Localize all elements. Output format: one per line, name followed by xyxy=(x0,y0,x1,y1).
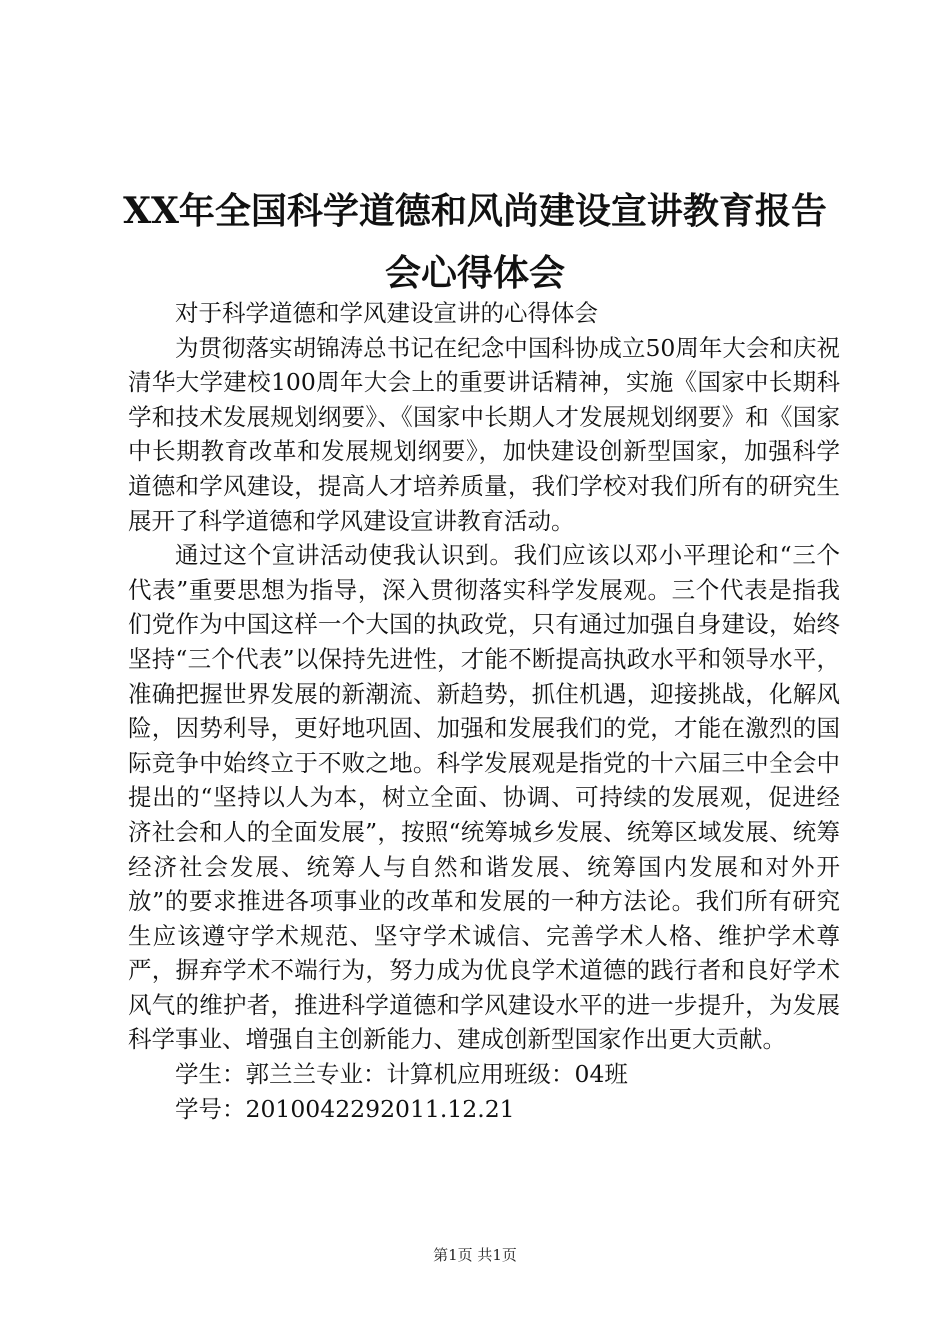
page-number-footer: 第1页 共1页 xyxy=(433,1246,517,1264)
student-info-line: 学生：郭兰兰专业：计算机应用班级：04班 xyxy=(175,1060,628,1089)
paragraph-main: 通过这个宣讲活动使我认识到。我们应该以邓小平理论和“三个代表”重要思想为指导，深入贯彻落实科学发展观。三个代表是指我们党作为中国这样一个大国的执政党，只有通过加强自身建设，始终坚持“三个代表”以保持先进性，才能不断提高执政水平和领导水平，准确把握世界发展的新潮流、新趋势，抓住机遇，迎接挑战，化解风险，因势利导，更好地巩固、加强和发展我们的党，才能在激烈的国际竞争中始终立于不败之地。科学发展观是指党的十六届三中全会中提出的“坚持以人为本，树立全面、协调、可持续的发展观，促进经济社会和人的全面发展”，按照“统筹城乡发展、统筹区域发展、统筹经济社会发展、统筹人与自然和谐发展、统筹国内发展和对外开放”的要求推进各项事业的改革和发展的一种方法论。我们所有研究生应该遵守学术规范、坚守学术诚信、完善学术人格、维护学术尊严，摒弃学术不端行为，努力成为优良学术道德的践行者和良好学术风气的维护者，推进科学道德和学风建设水平的进一步提升，为发展科学事业、增强自主创新能力、建成创新型国家作出更大贡献。 xyxy=(128,541,840,1054)
document-title-line-2: 会心得体会 xyxy=(384,252,565,294)
paragraph-subtitle: 对于科学道德和学风建设宣讲的心得体会 xyxy=(175,299,598,327)
paragraph-intro: 为贯彻落实胡锦涛总书记在纪念中国科协成立50周年大会和庆祝清华大学建校100周年大会上的重要讲话精神，实施《国家中长期科学和技术发展规划纲要》、《国家中长期人才发展规划纲要》和《国家中长期教育改革和发展规划纲要》，加快建设创新型国家，加强科学道德和学风建设，提高人才培养质量，我们学校对我们所有的研究生展开了科学道德和学风建设宣讲教育活动。 xyxy=(128,333,840,535)
student-id-date-line: 学号：2010042292011.12.21 xyxy=(175,1094,515,1123)
document-title-line-1: XX年全国科学道德和风尚建设宣讲教育报告 xyxy=(123,190,827,232)
document-body xyxy=(128,296,840,1126)
